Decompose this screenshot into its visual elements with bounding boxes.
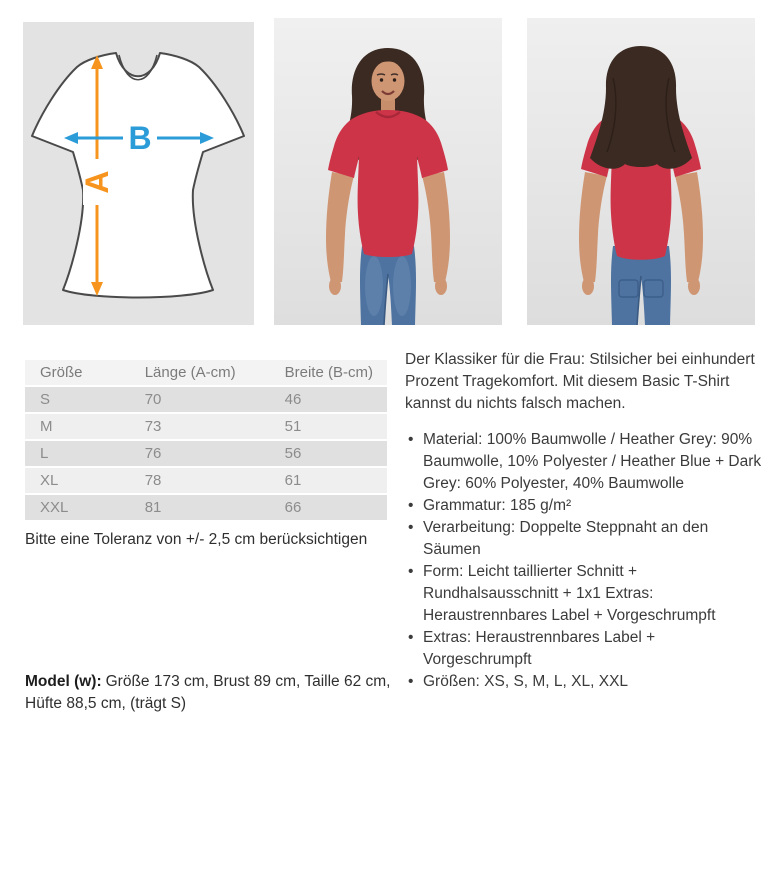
model-back-photo[interactable]: [527, 18, 755, 326]
size-chart-header-row: [25, 360, 387, 385]
size-cell: 78: [130, 468, 270, 493]
size-cell: 46: [270, 387, 387, 412]
description-bullet-form: • Form: Leicht taillierter Schnitt + Rundhalsausschnitt + 1x1 Extras: Heraustrennbares Label + Vorgeschrumpft: [405, 561, 763, 627]
tolerance-note: Bitte eine Toleranz von +/- 2,5 cm berücksichtigen: [25, 531, 368, 548]
description-bullet-verarbeitung: • Verarbeitung: Doppelte Steppnaht an den Säumen: [405, 517, 763, 561]
size-cell: 81: [130, 495, 270, 520]
size-cell: XXL: [25, 495, 130, 520]
size-row-m: [25, 414, 387, 439]
model-label: Model (w):: [25, 673, 102, 690]
model-text: Größe 173 cm, Brust 89 cm, Taille 62 cm, Hüfte 88,5 cm, (trägt S): [25, 673, 391, 712]
tshirt-outline: [32, 53, 244, 298]
size-cell: 66: [270, 495, 387, 520]
col-header-groesse: Größe: [25, 360, 130, 385]
size-row-xxl: [25, 495, 387, 520]
description-bullet-extras: • Extras: Heraustrennbares Label + Vorgeschrumpft: [405, 627, 763, 671]
model-front-figure: [274, 18, 502, 325]
col-header-laenge: Länge (A-cm): [130, 360, 270, 385]
size-cell: 70: [130, 387, 270, 412]
label-b: B: [128, 120, 152, 156]
size-row-s: [25, 387, 387, 412]
size-cell: XL: [25, 468, 130, 493]
product-description: [405, 349, 763, 693]
description-bullet-grammatur: • Grammatur: 185 g/m²: [405, 495, 763, 517]
model-measurements: [25, 671, 397, 715]
description-bullet-groessen: • Größen: XS, S, M, L, XL, XXL: [405, 671, 763, 693]
tshirt-measure-diagram: [23, 22, 254, 325]
size-chart-table: [25, 358, 387, 522]
description-bullet-list: [405, 429, 763, 693]
size-cell: L: [25, 441, 130, 466]
model-front-photo[interactable]: [274, 18, 502, 326]
label-a: A: [79, 170, 115, 194]
size-cell: 56: [270, 441, 387, 466]
size-cell: 61: [270, 468, 387, 493]
description-intro: Der Klassiker für die Frau: Stilsicher bei einhundert Prozent Tragekomfort. Mit diesem Basic T-Shirt kannst du nichts falsch machen.: [405, 351, 755, 412]
col-header-breite: Breite (B-cm): [270, 360, 387, 385]
size-row-l: [25, 441, 387, 466]
size-cell: S: [25, 387, 130, 412]
model-back-figure: [527, 18, 755, 325]
description-bullet-material: • Material: 100% Baumwolle / Heather Grey: 90% Baumwolle, 10% Polyester / Heather Blue + Dark Grey: 60% Polyester, 40% Baumwolle: [405, 429, 763, 495]
size-cell: 76: [130, 441, 270, 466]
size-diagram-image[interactable]: [23, 22, 254, 325]
size-cell: M: [25, 414, 130, 439]
size-cell: 51: [270, 414, 387, 439]
size-cell: 73: [130, 414, 270, 439]
size-row-xl: [25, 468, 387, 493]
